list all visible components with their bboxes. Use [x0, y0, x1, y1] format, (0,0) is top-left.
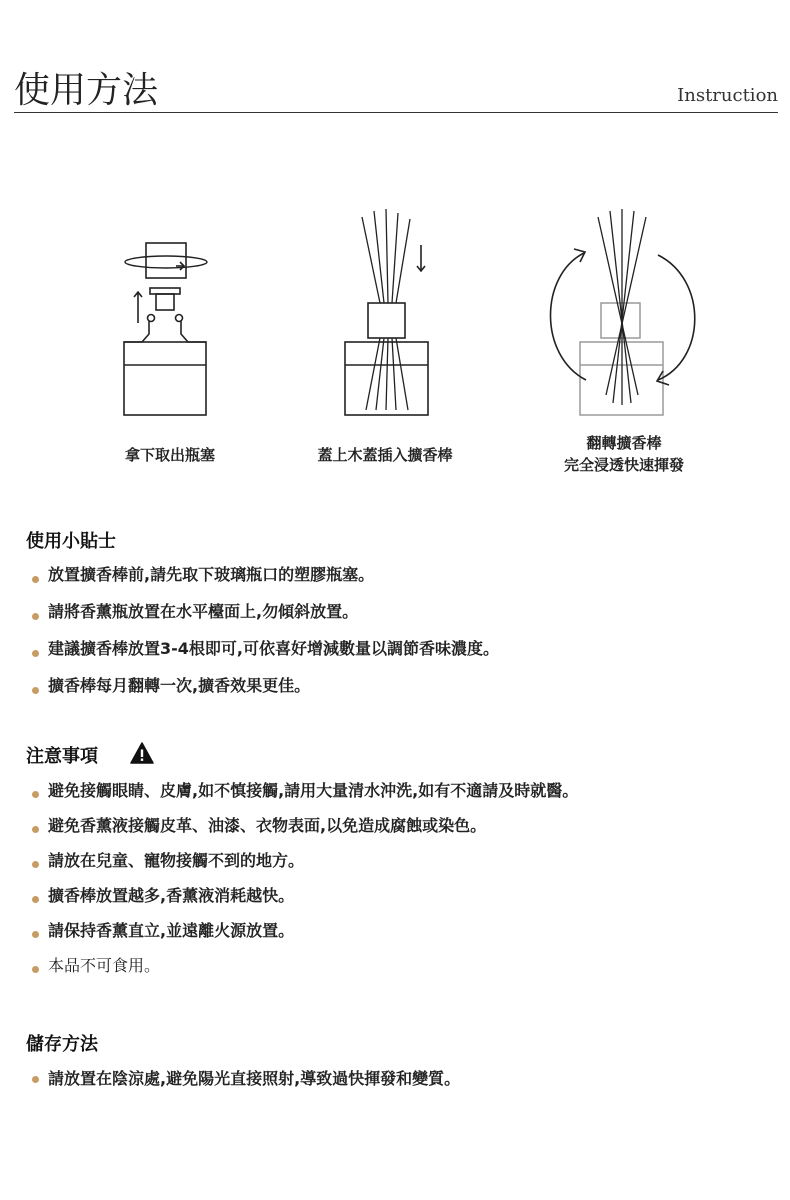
list-item: 建議擴香棒放置3-4根即可,可依喜好增減數量以調節香味濃度。 [30, 634, 499, 671]
step-3-caption: 翻轉擴香棒 完全浸透快速揮發 [563, 434, 684, 474]
storage-list [30, 1064, 460, 1094]
list-item: 放置擴香棒前,請先取下玻璃瓶口的塑膠瓶塞。 [30, 560, 499, 597]
cautions-title: 注意事項 [26, 746, 98, 767]
bottle-flip-sticks-icon [538, 205, 708, 420]
list-item: 請將香薰瓶放置在水平檯面上,勿傾斜放置。 [30, 597, 499, 634]
page-subtitle: Instruction [677, 85, 778, 106]
list-item: 擴香棒放置越多,香薰液消耗越快。 [30, 881, 578, 916]
step-1-caption: 拿下取出瓶塞 [124, 446, 215, 464]
page-header [14, 58, 778, 113]
step-2-caption: 蓋上木蓋插入擴香棒 [317, 446, 453, 464]
storage-title: 儲存方法 [26, 1034, 98, 1055]
page-title: 使用方法 [14, 70, 159, 111]
list-item: 避免接觸眼睛、皮膚,如不慎接觸,請用大量清水沖洗,如有不適請及時就醫。 [30, 776, 578, 811]
list-item: 請放置在陰涼處,避免陽光直接照射,導致過快揮發和變質。 [30, 1064, 460, 1094]
cautions-list [30, 776, 578, 986]
list-item: 本品不可食用。 [30, 951, 578, 986]
list-item: 擴香棒每月翻轉一次,擴香效果更佳。 [30, 671, 499, 708]
tips-list [30, 560, 499, 708]
list-item: 避免香薰液接觸皮革、油漆、衣物表面,以免造成腐蝕或染色。 [30, 811, 578, 846]
bottle-insert-sticks-icon [330, 205, 450, 420]
tips-title: 使用小貼士 [26, 531, 116, 552]
warning-icon [130, 742, 154, 764]
list-item: 請保持香薰直立,並遠離火源放置。 [30, 916, 578, 951]
bottle-remove-stopper-icon [110, 205, 230, 420]
list-item: 請放在兒童、寵物接觸不到的地方。 [30, 846, 578, 881]
